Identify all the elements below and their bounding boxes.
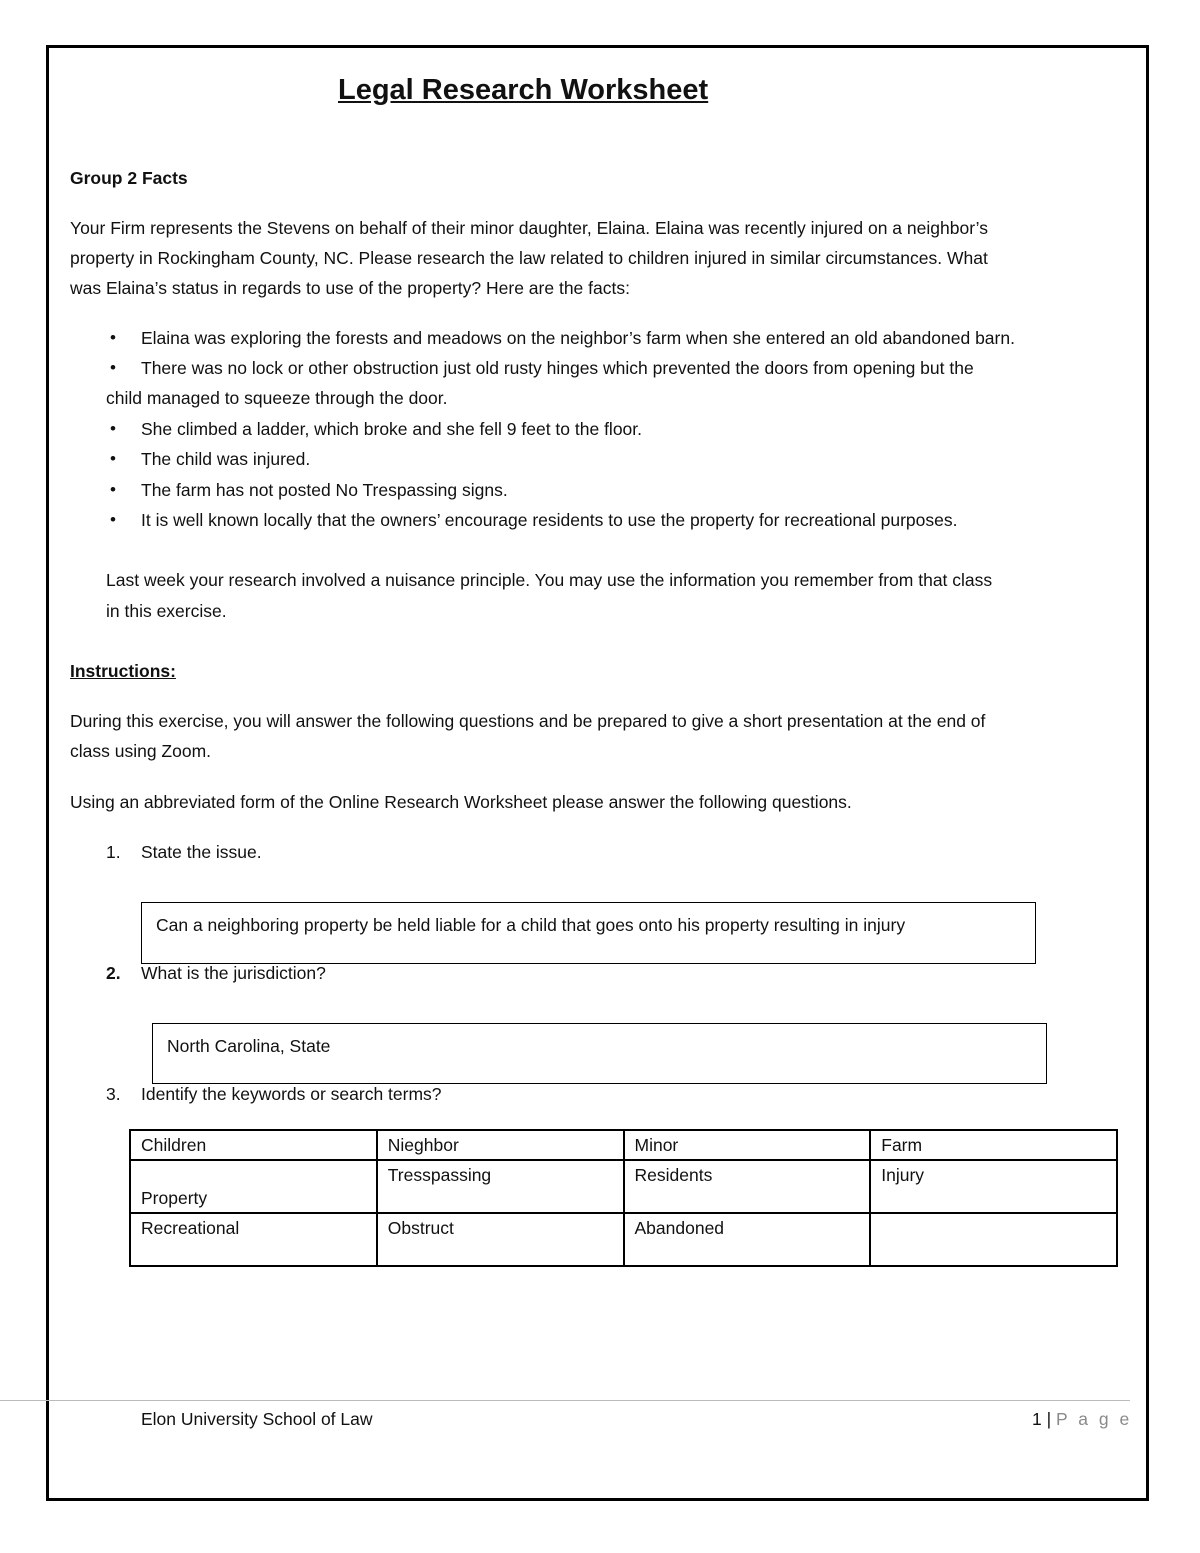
- table-row: [130, 1130, 1117, 1160]
- keyword-cell: Property: [130, 1160, 377, 1213]
- bullet-icon: •: [110, 510, 116, 529]
- using-line: Using an abbreviated form of the Online Research Worksheet please answer the following questions.: [70, 792, 852, 812]
- page-separator: |: [1046, 1409, 1052, 1429]
- page-label: P a g e: [1056, 1409, 1133, 1429]
- keyword-cell: Minor: [624, 1130, 871, 1160]
- instructions-heading: Instructions:: [70, 661, 176, 681]
- keyword-cell: Abandoned: [624, 1213, 871, 1266]
- keyword-cell: Children: [130, 1130, 377, 1160]
- fact-item: There was no lock or other obstruction just old rusty hinges which prevented the doors from opening but the: [141, 358, 974, 378]
- group-heading: Group 2 Facts: [70, 168, 188, 188]
- table-row: [130, 1213, 1117, 1266]
- bullet-icon: •: [110, 328, 116, 347]
- keyword-cell: Injury: [870, 1160, 1117, 1213]
- bullet-icon: •: [110, 419, 116, 438]
- footer-page-indicator: [1032, 1404, 1132, 1434]
- answer-box-issue[interactable]: [141, 902, 1036, 964]
- fact-item: She climbed a ladder, which broke and she fell 9 feet to the floor.: [141, 419, 643, 439]
- fact-item: The child was injured.: [141, 449, 311, 469]
- footer-school: Elon University School of Law: [141, 1409, 373, 1429]
- question-text: State the issue.: [141, 842, 262, 862]
- bullet-icon: •: [110, 480, 116, 499]
- answer-box-jurisdiction[interactable]: [152, 1023, 1047, 1084]
- intro-line: Your Firm represents the Stevens on behalf of their minor daughter, Elaina. Elaina was recently injured on a neighbor’s: [70, 218, 988, 238]
- question-number: 2.: [106, 963, 121, 983]
- intro-line: was Elaina’s status in regards to use of the property? Here are the facts:: [70, 278, 630, 298]
- instructions-line: During this exercise, you will answer the following questions and be prepared to give a short presentation at the end of: [70, 711, 986, 731]
- table-row: [130, 1160, 1117, 1213]
- keyword-cell: Residents: [624, 1160, 871, 1213]
- keyword-cell: [870, 1213, 1117, 1266]
- keyword-cell: Recreational: [130, 1213, 377, 1266]
- instructions-line: class using Zoom.: [70, 741, 212, 761]
- question-text: Identify the keywords or search terms?: [141, 1084, 442, 1104]
- keyword-cell: Nieghbor: [377, 1130, 624, 1160]
- keyword-cell: Farm: [870, 1130, 1117, 1160]
- page-title: Legal Research Worksheet: [338, 74, 709, 106]
- question-number: 3.: [106, 1084, 121, 1104]
- last-week-line: Last week your research involved a nuisance principle. You may use the information you remember from that class: [106, 570, 993, 590]
- footer-divider: [0, 1400, 1130, 1401]
- fact-item: It is well known locally that the owners’ encourage residents to use the property for recreational purposes.: [141, 510, 958, 530]
- fact-item: The farm has not posted No Trespassing signs.: [141, 480, 508, 500]
- page-number: 1: [1032, 1409, 1042, 1429]
- question-text: What is the jurisdiction?: [141, 963, 326, 983]
- intro-line: property in Rockingham County, NC. Please research the law related to children injured in similar circumstances. What: [70, 248, 988, 268]
- question-number: 1.: [106, 842, 121, 862]
- fact-item: Elaina was exploring the forests and meadows on the neighbor’s farm when she entered an old abandoned barn.: [141, 328, 1015, 348]
- bullet-icon: •: [110, 358, 116, 377]
- fact-item-continuation: child managed to squeeze through the door.: [106, 388, 448, 408]
- bullet-icon: •: [110, 449, 116, 468]
- last-week-line: in this exercise.: [106, 601, 227, 621]
- keyword-cell: Tresspassing: [377, 1160, 624, 1213]
- answer-text: Can a neighboring property be held liable for a child that goes onto his property resulting in injury: [156, 915, 906, 935]
- answer-text: North Carolina, State: [167, 1036, 331, 1056]
- keywords-table: [129, 1129, 1118, 1267]
- keyword-cell: Obstruct: [377, 1213, 624, 1266]
